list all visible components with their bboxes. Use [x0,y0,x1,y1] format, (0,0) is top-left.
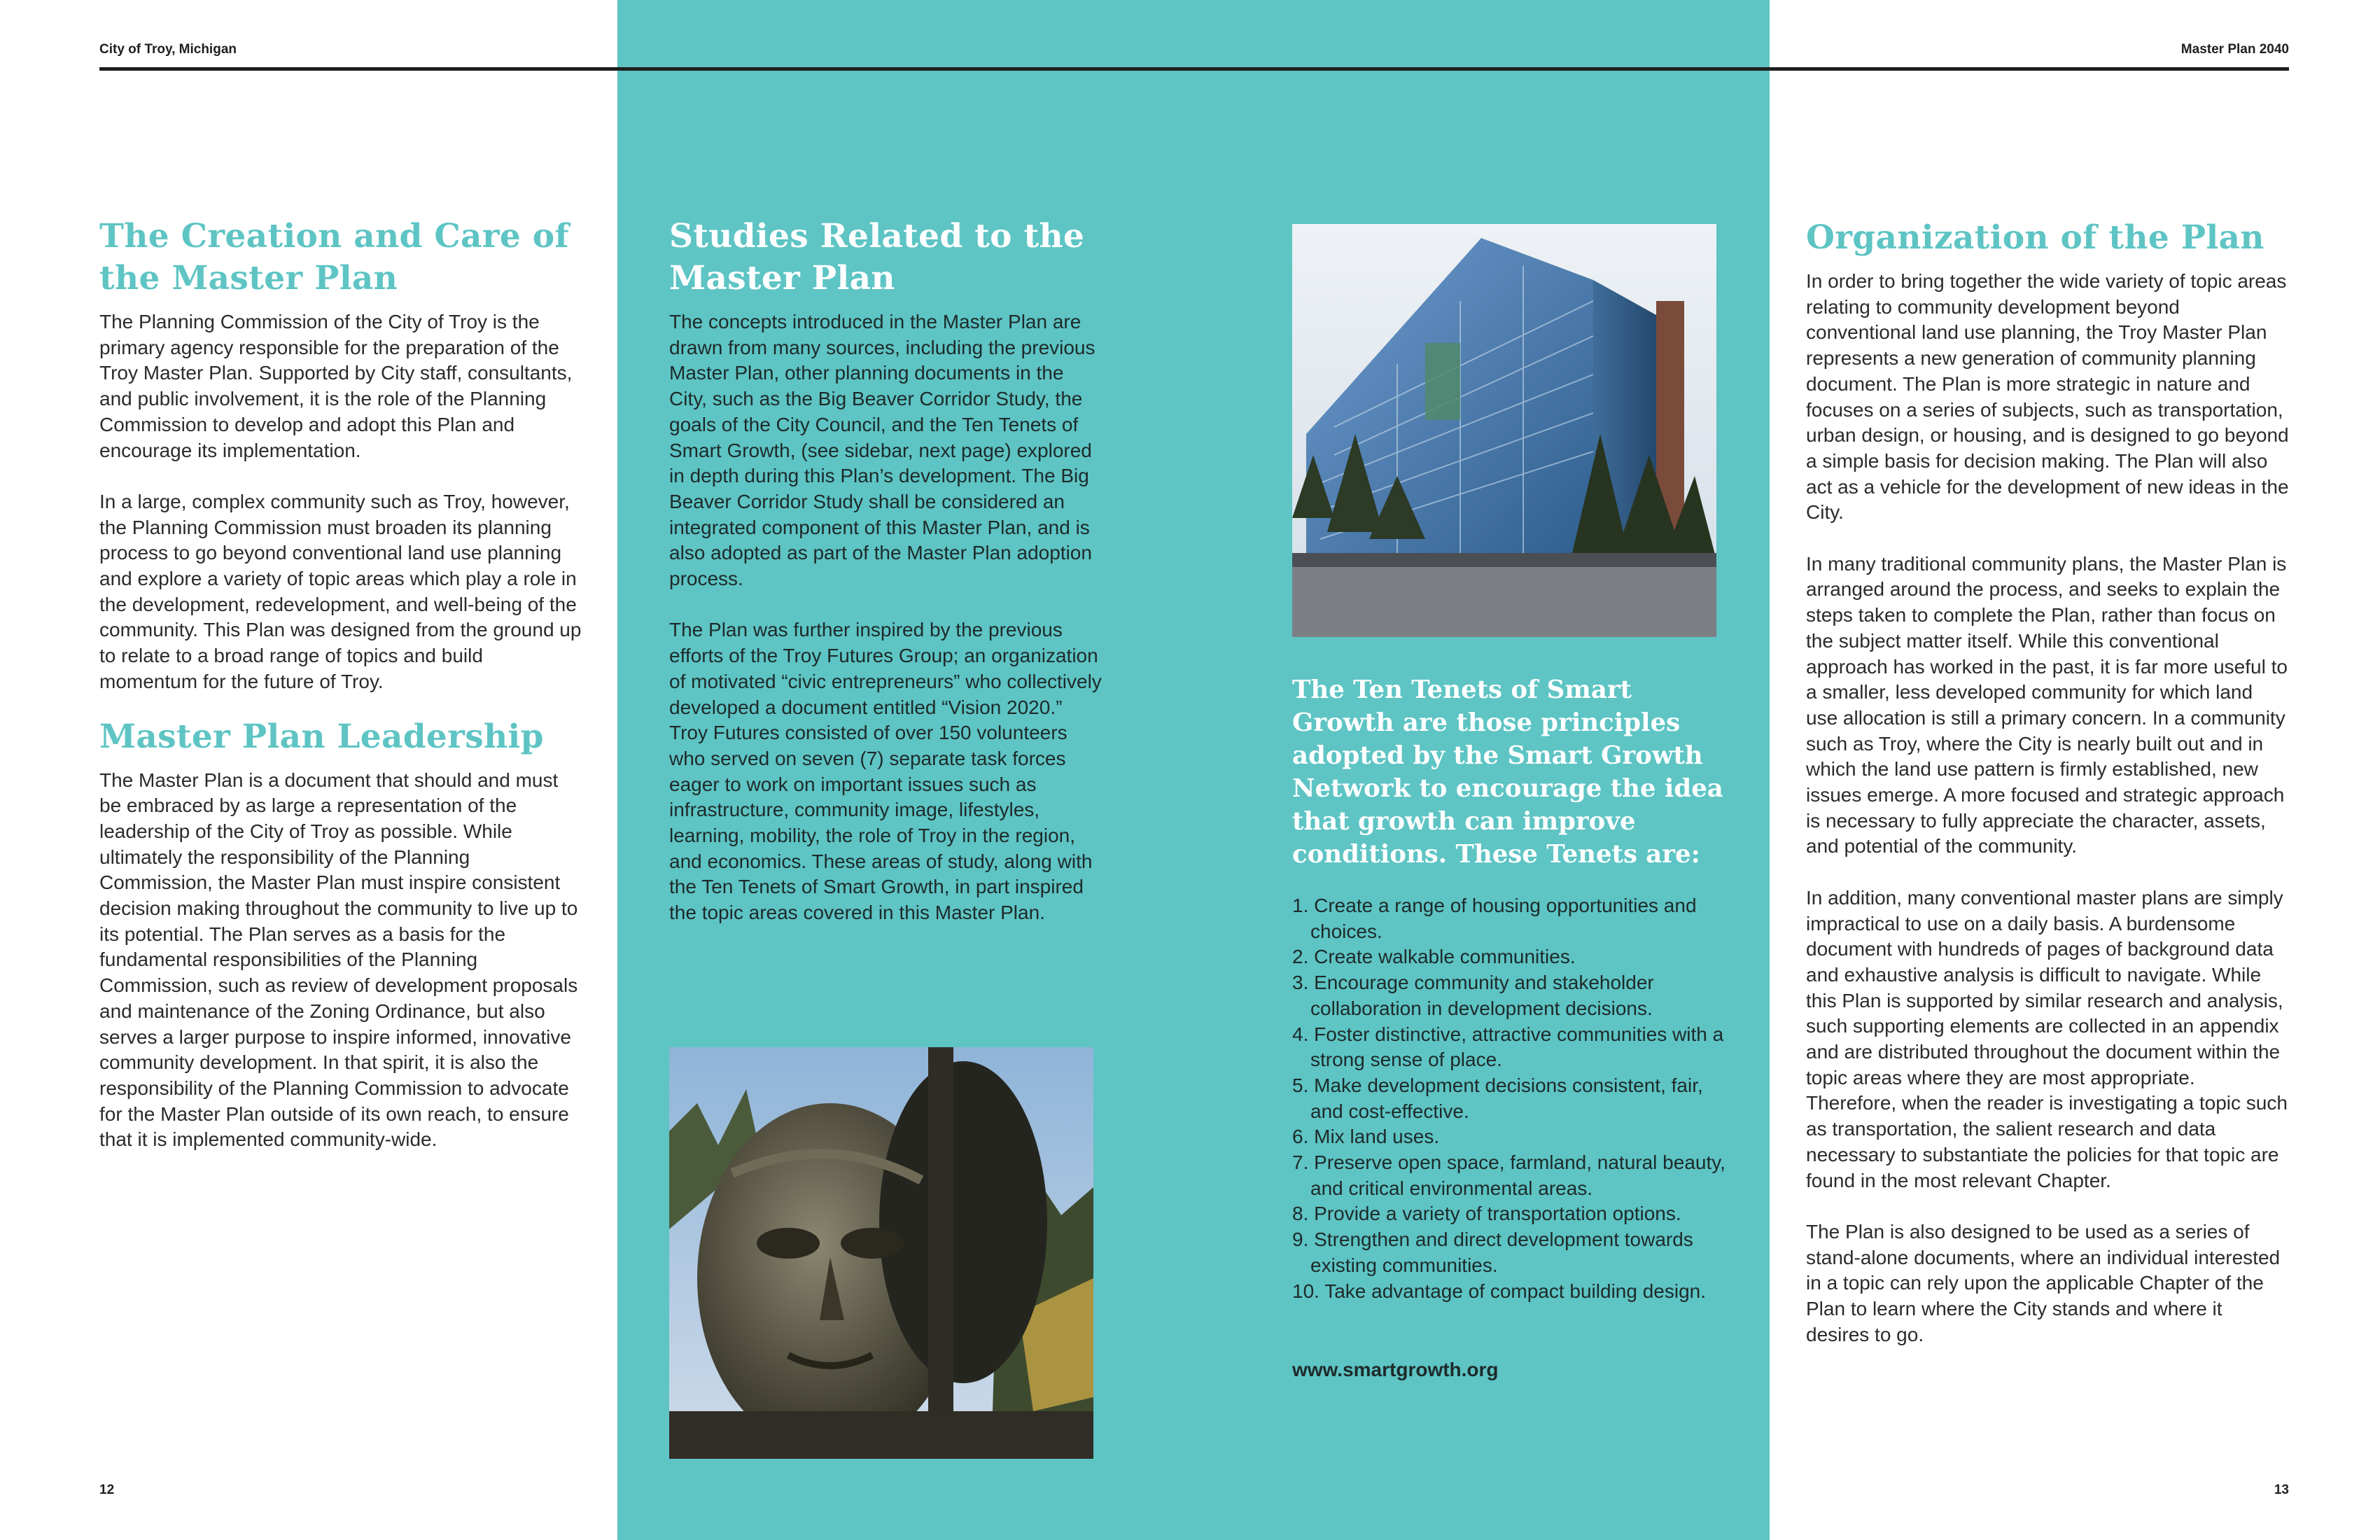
organization-paragraph-3: In addition, many conventional master plans are simply impractical to use on a daily basis. A burdensome document with hundreds of pages of background data and exhaustive analysis is difficult to navigate. While this Plan is supported by similar research and analysis, such supporting elements are collected in an appendix and are distributed throughout the document within the topic areas where they are most appropriate. Therefore, when the reader is investigating a topic such as transportation, the salient research and data necessary to substantiate the policies for that topic are found in the most relevant Chapter. [1806,886,2288,1191]
column-organization [1806,217,2289,1348]
tenet-item: 10. Take advantage of compact building design. [1292,1280,1707,1302]
column-creation [99,216,582,1153]
page-number-left: 12 [99,1483,115,1497]
running-header-left: City of Troy, Michigan [99,42,237,57]
tenet-item: 4. Foster distinctive, attractive communities with a strong sense of place. [1292,1023,1724,1071]
smart-growth-callout: The Ten Tenets of Smart Growth are those principles adopted by the Smart Growth Network to encourage the idea that growth can improve conditions. These Tenets are: [1292,676,1723,869]
tenet-item: 8. Provide a variety of transportation options. [1292,1203,1681,1225]
organization-heading: Organization of the Plan [1806,218,2264,257]
creation-paragraph-2: In a large, complex community such as Troy, however, the Planning Commission must broaden its planning process to go beyond conventional land use planning and explore a variety of topic areas which play a role in the development, redevelopment, and well-being of the community. This Plan was designed from the ground up to relate to a broad range of topics and build momentum for the future of Troy. [99,490,582,692]
studies-paragraph-1: The concepts introduced in the Master Plan are drawn from many sources, including the previous Master Plan, other planning documents in the City, such as the Big Beaver Corridor Study, the goals of the City Council, and the Ten Tenets of Smart Growth, (see sidebar, next page) explored in depth during this Plan’s development. The Big Beaver Corridor Study shall be considered an integrated component of this Master Plan, and is also adopted as part of the Master Plan adoption process. [669,311,1096,590]
sculpture-photo [669,1047,1093,1459]
column-studies [669,216,1103,926]
leadership-heading: Master Plan Leadership [99,717,544,756]
tenet-item: 3. Encourage community and stakeholder collaboration in development decisions. [1292,972,1654,1019]
page-number-right: 13 [2274,1483,2289,1497]
studies-heading: Studies Related to the Master Plan [669,217,1085,298]
organization-paragraph-1: In order to bring together the wide variety of topic areas relating to community development beyond conventional land use planning, the Troy Master Plan represents a new generation of community planning document. The Plan is more strategic in nature and focuses on a series of subjects, such as transportation, urban design, or housing, and is designed to go beyond a simple basis for decision making. The Plan will also act as a vehicle for the development of new ideas in the City. [1806,270,2289,524]
organization-paragraph-4: The Plan is also designed to be used as a series of stand-alone documents, where an individual interested in a topic can rely upon the applicable Chapter of the Plan to learn where the City stands and where it desires to go. [1806,1220,2281,1345]
tenet-item: 1. Create a range of housing opportunities and choices. [1292,895,1697,942]
leadership-paragraph: The Master Plan is a document that should and must be embraced by as large a representation of the leadership of the City of Troy as possible. While ultimately the responsibility of the Planning Commission, the Master Plan must inspire consistent decision making throughout the community to live up to its potential. The Plan serves as a basis for the fundamental responsibilities of the Planning Commission, such as review of development proposals and maintenance of the Zoning Ordinance, but also serves a larger purpose to inspire informed, innovative community development. In that spirit, it is also the responsibility of the Planning Commission to advocate for the Master Plan outside of its own reach, to ensure that it is implemented community-wide. [99,769,578,1151]
smart-growth-link[interactable]: www.smartgrowth.org [1292,1359,1499,1380]
office-building-photo [1292,224,1716,637]
studies-paragraph-2: The Plan was further inspired by the previous efforts of the Troy Futures Group; an organization of motivated “civic entrepreneurs” who collectively developed a document entitled “Vision 2020.” Troy Futures consisted of over 150 volunteers who served on seven (7) separate task forces eager to work on important issues such as infrastructure, community image, lifestyles, learning, mobility, the role of Troy in the region, and economics. These areas of study, along with the Ten Tenets of Smart Growth, in part inspired the topic areas covered in this Master Plan. [669,619,1102,924]
tenet-item: 6. Mix land uses. [1292,1126,1440,1148]
creation-paragraph-1: The Planning Commission of the City of Troy is the primary agency responsible for the preparation of the Troy Master Plan. Supported by City staff, consultants, and public involvement, it is the role of the Planning Commission to develop and adopt this Plan and encourage its implementation. [99,311,573,461]
creation-heading: The Creation and Care of the Master Plan [99,217,569,298]
organization-paragraph-2: In many traditional community plans, the Master Plan is arranged around the process, and seeks to explain the steps taken to complete the Plan, rather than focus on the subject matter itself. While this conventional approach has worked in the past, it is far more useful to a smaller, less developed community for which land use allocation is still a primary concern. In a community such as Troy, where the City is nearly built out and in which the land use pattern is firmly established, new issues emerge. A more focused and strategic approach is necessary to fully appreciate the character, assets, and potential of the community. [1806,552,2288,858]
tenet-item: 5. Make development decisions consistent, fair, and cost-effective. [1292,1074,1703,1122]
header-rule [99,67,2289,71]
running-header-right: Master Plan 2040 [2180,42,2289,57]
tenet-item: 9. Strengthen and direct development towards existing communities. [1292,1228,1693,1276]
tenet-item: 2. Create walkable communities. [1292,946,1576,968]
tenet-item: 7. Preserve open space, farmland, natural beauty, and critical environmental areas. [1292,1152,1726,1199]
smart-growth-tenets-list [1292,893,1740,1304]
